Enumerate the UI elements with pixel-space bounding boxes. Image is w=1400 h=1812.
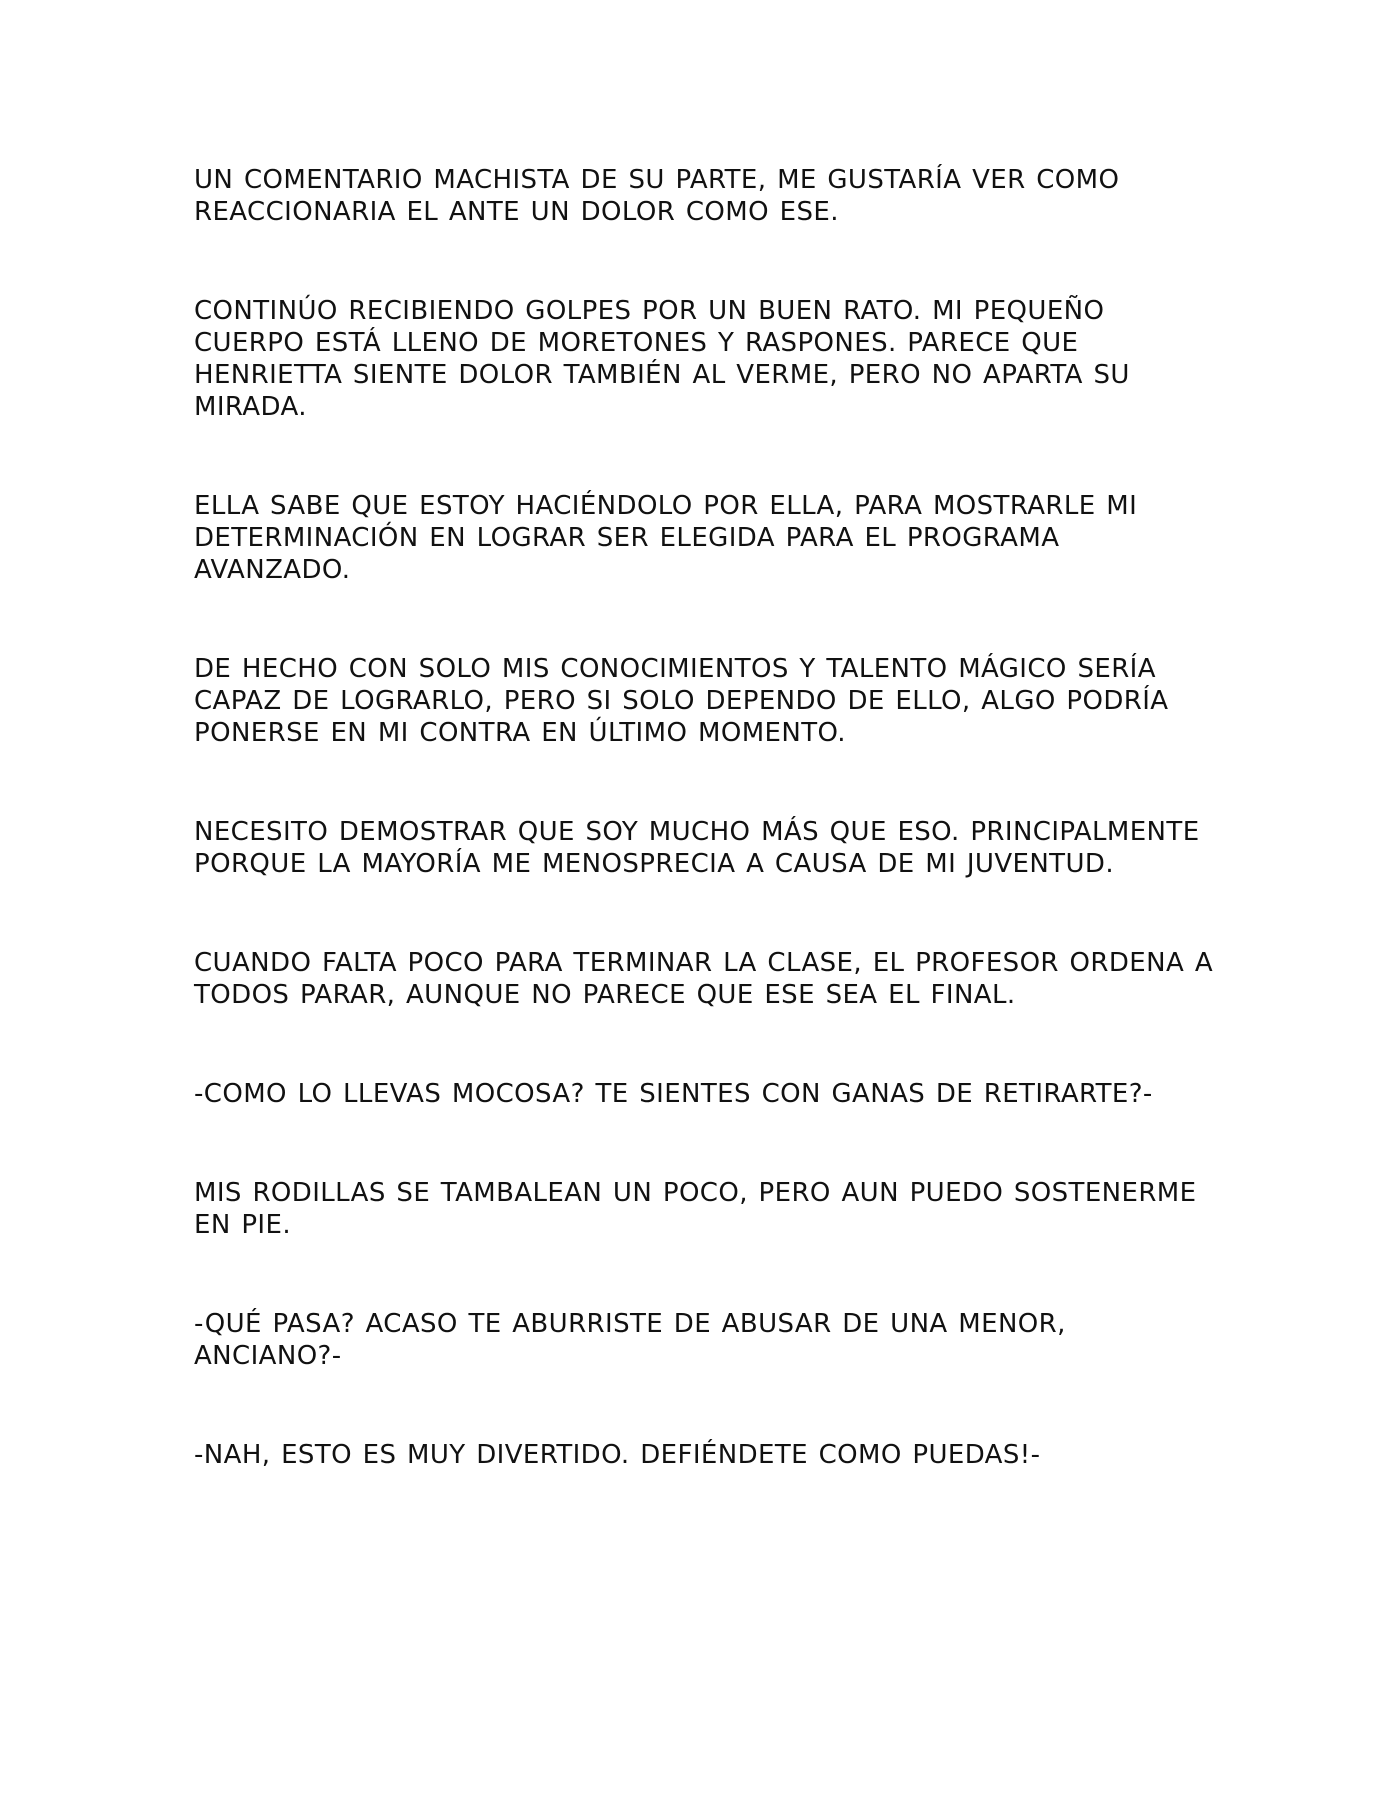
paragraph-4: DE HECHO CON SOLO MIS CONOCIMIENTOS Y TALENTO MÁGICO SERÍA CAPAZ DE LOGRARLO, PERO SI SOLO DEPENDO DE ELLO, ALGO PODRÍA PONERSE EN MI CONTRA EN ÚLTIMO MOMENTO. — [194, 654, 1169, 748]
paragraph-5: NECESITO DEMOSTRAR QUE SOY MUCHO MÁS QUE ESO. PRINCIPALMENTE PORQUE LA MAYORÍA ME MENOSPRECIA A CAUSA DE MI JUVENTUD. — [194, 817, 1200, 879]
paragraph-9: -QUÉ PASA? ACASO TE ABURRISTE DE ABUSAR DE UNA MENOR, ANCIANO?- — [194, 1309, 1066, 1371]
paragraph-8: MIS RODILLAS SE TAMBALEAN UN POCO, PERO AUN PUEDO SOSTENERME EN PIE. — [194, 1178, 1197, 1240]
paragraph-7: -COMO LO LLEVAS MOCOSA? TE SIENTES CON GANAS DE RETIRARTE?- — [194, 1079, 1153, 1109]
text-body — [194, 164, 1214, 1538]
paragraph-3: ELLA SABE QUE ESTOY HACIÉNDOLO POR ELLA, PARA MOSTRARLE MI DETERMINACIÓN EN LOGRAR SER ELEGIDA PARA EL PROGRAMA AVANZADO. — [194, 491, 1138, 585]
paragraph-2: CONTINÚO RECIBIENDO GOLPES POR UN BUEN RATO. MI PEQUEÑO CUERPO ESTÁ LLENO DE MORETONES Y RASPONES. PARECE QUE HENRIETTA SIENTE DOLOR TAMBIÉN AL VERME, PERO NO APARTA SU MIRADA. — [194, 296, 1130, 422]
paragraph-1: UN COMENTARIO MACHISTA DE SU PARTE, ME GUSTARÍA VER COMO REACCIONARIA EL ANTE UN DOLOR COMO ESE. — [194, 165, 1120, 227]
paragraph-6: CUANDO FALTA POCO PARA TERMINAR LA CLASE, EL PROFESOR ORDENA A TODOS PARAR, AUNQUE NO PARECE QUE ESE SEA EL FINAL. — [194, 948, 1214, 1010]
paragraph-10: -NAH, ESTO ES MUY DIVERTIDO. DEFIÉNDETE COMO PUEDAS!- — [194, 1440, 1041, 1470]
